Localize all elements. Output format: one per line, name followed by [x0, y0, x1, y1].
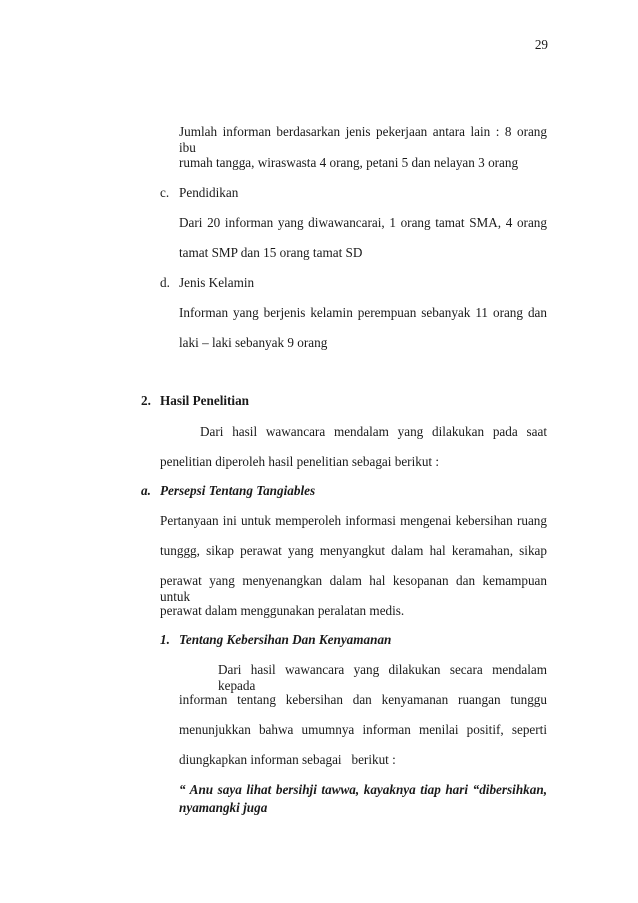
education-line-2: tamat SMP dan 15 orang tamat SD: [179, 245, 363, 260]
education-marker: c.: [160, 185, 170, 200]
cleanliness-marker: 1.: [160, 632, 170, 647]
tangibles-line-2: tunggg, sikap perawat yang menyangkut dalam hal keramahan, sikap: [160, 543, 547, 558]
page-number: 29: [534, 37, 548, 52]
gender-line-1: Informan yang berjenis kelamin perempuan sebanyak 11 orang dan: [179, 305, 547, 320]
gender-marker: d.: [160, 275, 170, 290]
cleanliness-line-3: menunjukkan bahwa umumnya informan menilai positif, seperti: [179, 722, 547, 737]
results-line-1: Dari hasil wawancara mendalam yang dilakukan pada saat: [200, 424, 547, 439]
occupation-line-2: rumah tangga, wiraswasta 4 orang, petani 5 dan nelayan 3 orang: [179, 155, 519, 170]
cleanliness-line-1: Dari hasil wawancara yang dilakukan secara mendalam kepada: [218, 662, 547, 693]
tangibles-heading: Persepsi Tentang Tangiables: [160, 483, 316, 498]
results-heading: Hasil Penelitian: [160, 393, 250, 408]
education-heading: Pendidikan: [179, 185, 239, 200]
tangibles-line-4: perawat dalam menggunakan peralatan medis.: [160, 603, 405, 618]
gender-heading: Jenis Kelamin: [179, 275, 255, 290]
quote-line-1: “ Anu saya lihat bersihji tawwa, kayaknya tiap hari “dibersihkan,: [179, 782, 547, 797]
tangibles-marker: a.: [141, 483, 151, 498]
quote-line-2: nyamangki juga: [179, 800, 268, 815]
tangibles-line-1: Pertanyaan ini untuk memperoleh informasi mengenai kebersihan ruang: [160, 513, 547, 528]
education-line-1: Dari 20 informan yang diwawancarai, 1 orang tamat SMA, 4 orang: [179, 215, 547, 230]
occupation-line-1: Jumlah informan berdasarkan jenis pekerjaan antara lain : 8 orang ibu: [179, 124, 547, 155]
results-line-2: penelitian diperoleh hasil penelitian sebagai berikut :: [160, 454, 440, 469]
cleanliness-line-2: informan tentang kebersihan dan kenyamanan ruangan tunggu: [179, 692, 547, 707]
cleanliness-heading: Tentang Kebersihan Dan Kenyamanan: [179, 632, 392, 647]
tangibles-line-3: perawat yang menyenangkan dalam hal kesopanan dan kemampuan untuk: [160, 573, 547, 604]
results-marker: 2.: [141, 393, 151, 408]
cleanliness-line-4: diungkapkan informan sebagai berikut :: [179, 752, 396, 767]
gender-line-2: laki – laki sebanyak 9 orang: [179, 335, 328, 350]
